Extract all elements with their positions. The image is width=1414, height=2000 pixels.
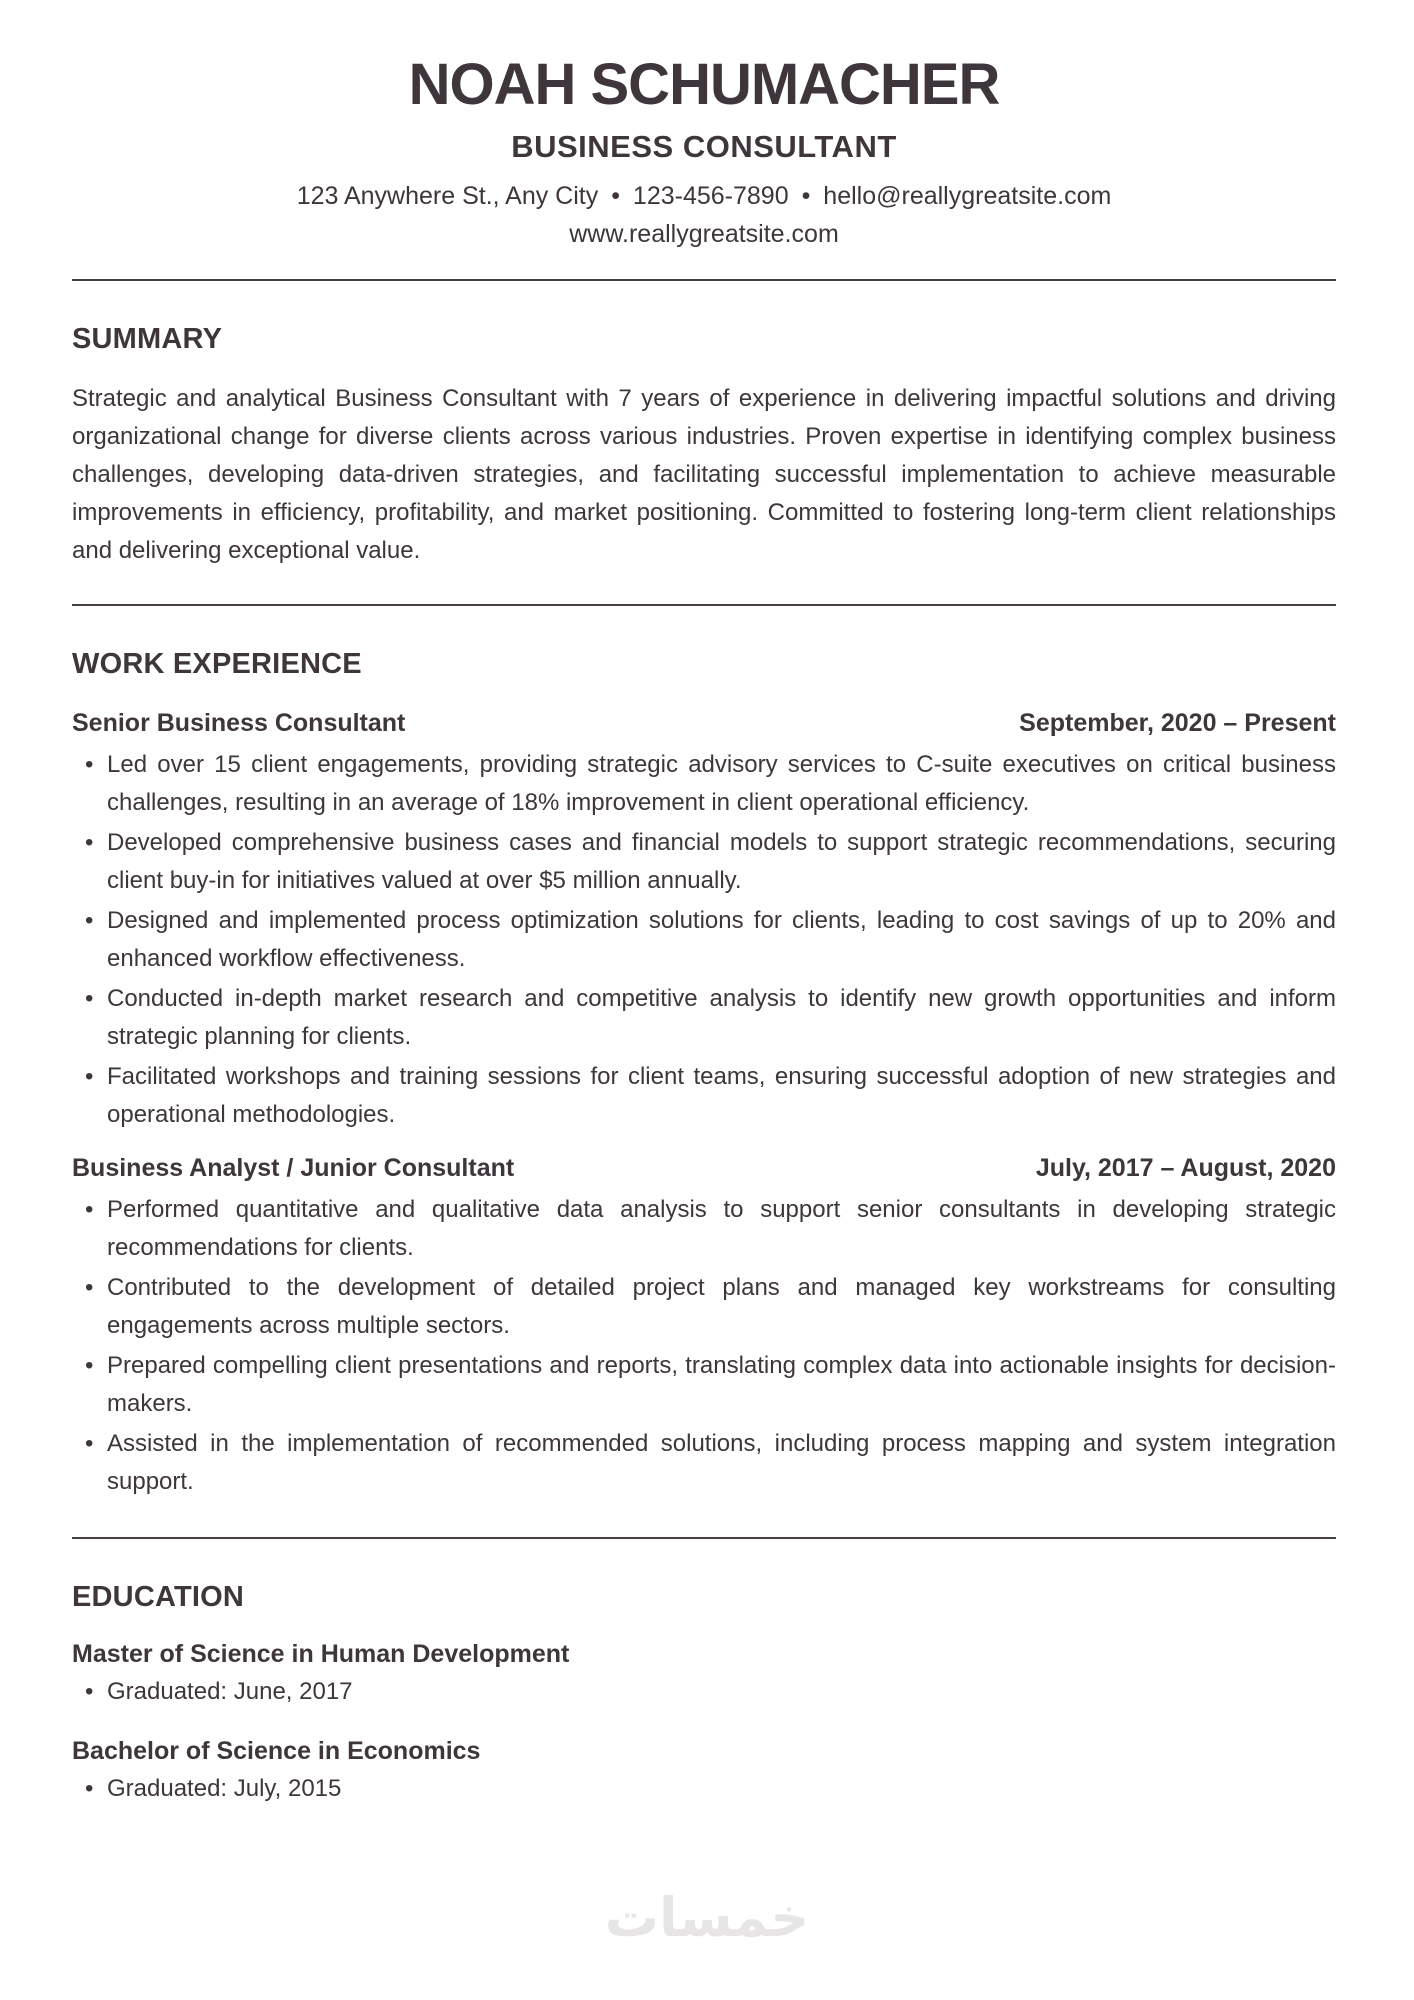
degree-bullet-list xyxy=(72,1673,1336,1711)
bullet-separator: • xyxy=(611,181,620,210)
khamsat-watermark: خمسات xyxy=(604,1886,810,1949)
education-heading: EDUCATION xyxy=(72,1580,245,1613)
degree-bullet-list xyxy=(72,1770,1336,1808)
contact-website: www.reallygreatsite.com xyxy=(569,219,839,248)
education-section xyxy=(72,1581,1336,1808)
person-job-title: BUSINESS CONSULTANT xyxy=(511,128,897,164)
contact-address: 123 Anywhere St., Any City xyxy=(296,181,599,210)
job-entry xyxy=(72,1154,1336,1501)
summary-heading: SUMMARY xyxy=(72,322,223,355)
job-bullet-list xyxy=(72,1191,1336,1501)
degree-entry xyxy=(72,1640,1336,1711)
experience-bullet: • Assisted in the implementation of recommended solutions, including process mapping and system integration support. xyxy=(72,1425,1336,1501)
summary-section xyxy=(72,323,1336,570)
experience-bullet: • Developed comprehensive business cases and financial models to support strategic recommendations, securing client buy-in for initiatives valued at over $5 million annually. xyxy=(72,824,1336,900)
contact-email: hello@reallygreatsite.com xyxy=(823,181,1112,210)
job-entry xyxy=(72,709,1336,1134)
education-bullet: • Graduated: June, 2017 xyxy=(72,1673,1336,1711)
degree-title: Bachelor of Science in Economics xyxy=(72,1736,481,1765)
contact-phone: 123-456-7890 xyxy=(632,181,789,210)
section-divider xyxy=(72,1537,1336,1539)
experience-bullet: • Prepared compelling client presentations and reports, translating complex data into actionable insights for decision-makers. xyxy=(72,1347,1336,1423)
job-header xyxy=(72,709,1336,738)
job-title: Business Analyst / Junior Consultant xyxy=(72,1153,515,1182)
job-title: Senior Business Consultant xyxy=(72,708,406,737)
contact-line xyxy=(72,177,1336,215)
section-divider xyxy=(72,604,1336,606)
job-dates: July, 2017 – August, 2020 xyxy=(1035,1153,1336,1182)
degree-title: Master of Science in Human Development xyxy=(72,1639,570,1668)
resume-header xyxy=(72,52,1336,253)
bullet-separator: • xyxy=(801,181,811,210)
section-divider xyxy=(72,279,1336,281)
experience-bullet: • Facilitated workshops and training sessions for client teams, ensuring successful adoption of new strategies and operational methodologies. xyxy=(72,1058,1336,1134)
job-header xyxy=(72,1154,1336,1183)
experience-bullet: • Conducted in-depth market research and competitive analysis to identify new growth opportunities and inform strategic planning for clients. xyxy=(72,980,1336,1056)
experience-bullet: • Performed quantitative and qualitative data analysis to support senior consultants in developing strategic recommendations for clients. xyxy=(72,1191,1336,1267)
experience-bullet: • Led over 15 client engagements, providing strategic advisory services to C-suite executives on critical business challenges, resulting in an average of 18% improvement in client operational efficiency. xyxy=(72,746,1336,822)
experience-bullet: • Contributed to the development of detailed project plans and managed key workstreams for consulting engagements across multiple sectors. xyxy=(72,1269,1336,1345)
person-name: NOAH SCHUMACHER xyxy=(408,52,1000,117)
summary-text: Strategic and analytical Business Consultant with 7 years of experience in delivering impactful solutions and driving organizational change for diverse clients across various industries. Proven expertise in identifying complex business challenges, developing data-driven strategies, and facilitating successful implementation to achieve measurable improvements in efficiency, profitability, and market positioning. Committed to fostering long-term client relationships and delivering exceptional value. xyxy=(72,384,1336,564)
work-experience-section xyxy=(72,648,1336,1501)
job-bullet-list xyxy=(72,746,1336,1134)
job-dates: September, 2020 – Present xyxy=(1019,708,1336,737)
work-experience-heading: WORK EXPERIENCE xyxy=(72,647,362,680)
degree-entry xyxy=(72,1737,1336,1808)
education-bullet: • Graduated: July, 2015 xyxy=(72,1770,1336,1808)
experience-bullet: • Designed and implemented process optimization solutions for clients, leading to cost savings of up to 20% and enhanced workflow effectiveness. xyxy=(72,902,1336,978)
